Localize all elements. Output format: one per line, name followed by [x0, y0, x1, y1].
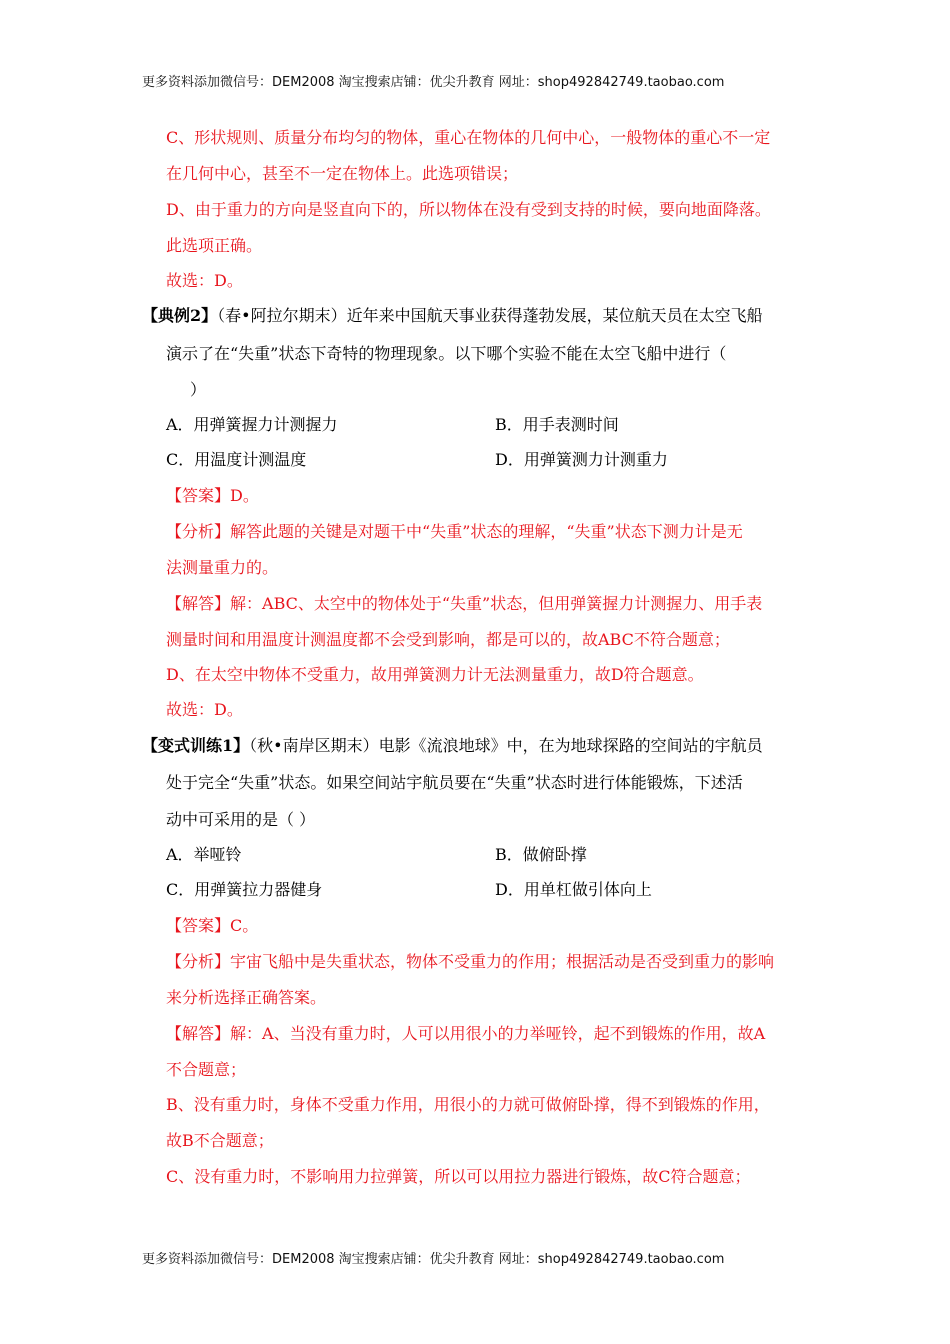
example2-answer: 【答案】D。 [166, 486, 259, 505]
prev-choice: 故选：D。 [166, 271, 243, 290]
example2-analysis-line2: 法测量重力的。 [166, 558, 279, 577]
variant1-analysis-line2: 来分析选择正确答案。 [166, 988, 327, 1007]
example2-choice: 故选：D。 [166, 700, 243, 719]
example2-solution-line3: D、在太空中物体不受重力，故用弹簧测力计无法测量重力，故D符合题意。 [166, 665, 704, 684]
example2-option-b: B．用手表测时间 [495, 415, 619, 434]
analysis-tag: 【分析】 [166, 952, 231, 971]
variant1-answer: 【答案】C。 [166, 916, 259, 935]
variant1-option-c: C．用弹簧拉力器健身 [166, 880, 323, 899]
variant1-tag: 【变式训练1】 [142, 736, 250, 755]
prev-option-d-line1: D、由于重力的方向是竖直向下的，所以物体在没有受到支持的时候，要向地面降落。 [166, 200, 771, 219]
solution-tag: 【解答】 [166, 1024, 231, 1043]
analysis-tag: 【分析】 [166, 522, 231, 541]
variant1-solution-line1 [166, 1024, 765, 1044]
example2-solution-line1 [166, 594, 762, 614]
prev-option-c-line2: 在几何中心，甚至不一定在物体上。此选项错误； [166, 164, 519, 183]
page-footer: 更多资料添加微信号：DEM2008 淘宝搜索店铺：优尖升教育 网址：shop492842749.taobao.com [142, 1252, 725, 1267]
variant1-solution-line4: 故B不合题意； [166, 1131, 274, 1150]
variant1-solution-line3: B、没有重力时，身体不受重力作用，用很小的力就可做俯卧撑，得不到锻炼的作用， [166, 1095, 770, 1114]
solution-text1: 解：ABC、太空中的物体处于“失重”状态，但用弹簧握力计测握力、用手表 [230, 594, 763, 613]
variant1-solution-line2: 不合题意； [166, 1060, 247, 1079]
variant1-option-a: A．举哑铃 [166, 845, 242, 864]
example2-option-c: C．用温度计测温度 [166, 450, 307, 469]
example2-question-line3: ） [190, 380, 207, 399]
analysis-text1: 宇宙飞船中是失重状态，物体不受重力的作用；根据活动是否受到重力的影响 [230, 952, 775, 971]
solution-tag: 【解答】 [166, 594, 231, 613]
example2-question-line1 [142, 306, 763, 326]
example2-option-d: D．用弹簧测力计测重力 [495, 450, 668, 469]
variant1-text1: （秋•南岸区期末）电影《流浪地球》中，在为地球探路的空间站的宇航员 [249, 736, 763, 755]
variant1-analysis-line1 [166, 952, 774, 972]
example2-solution-line2: 测量时间和用温度计测温度都不会受到影响，都是可以的，故ABC不符合题意； [166, 630, 730, 649]
page-header: 更多资料添加微信号：DEM2008 淘宝搜索店铺：优尖升教育 网址：shop492842749.taobao.com [142, 75, 725, 90]
example2-tag: 【典例2】 [142, 306, 218, 325]
variant1-option-b: B．做俯卧撑 [495, 845, 587, 864]
example2-option-a: A．用弹簧握力计测握力 [166, 415, 338, 434]
variant1-question-line3: 动中可采用的是（ ） [166, 810, 316, 829]
variant1-question-line1 [142, 736, 763, 756]
example2-question-line2: 演示了在“失重”状态下奇特的物理现象。以下哪个实验不能在太空飞船中进行（ [166, 344, 727, 363]
prev-option-c-line1: C、形状规则、质量分布均匀的物体，重心在物体的几何中心，一般物体的重心不一定 [166, 128, 771, 147]
prev-option-d-line2: 此选项正确。 [166, 236, 263, 255]
variant1-option-d: D．用单杠做引体向上 [495, 880, 652, 899]
example2-analysis-line1 [166, 522, 743, 542]
example2-text1: （春•阿拉尔期末）近年来中国航天事业获得蓬勃发展，某位航天员在太空飞船 [217, 306, 763, 325]
variant1-solution-line5: C、没有重力时，不影响用力拉弹簧，所以可以用拉力器进行锻炼，故C符合题意； [166, 1167, 751, 1186]
solution-text1: 解：A、当没有重力时，人可以用很小的力举哑铃，起不到锻炼的作用，故A [230, 1024, 766, 1043]
variant1-question-line2: 处于完全“失重”状态。如果空间站宇航员要在“失重”状态时进行体能锻炼，下述活 [166, 773, 743, 792]
analysis-text1: 解答此题的关键是对题干中“失重”状态的理解，“失重”状态下测力计是无 [230, 522, 743, 541]
